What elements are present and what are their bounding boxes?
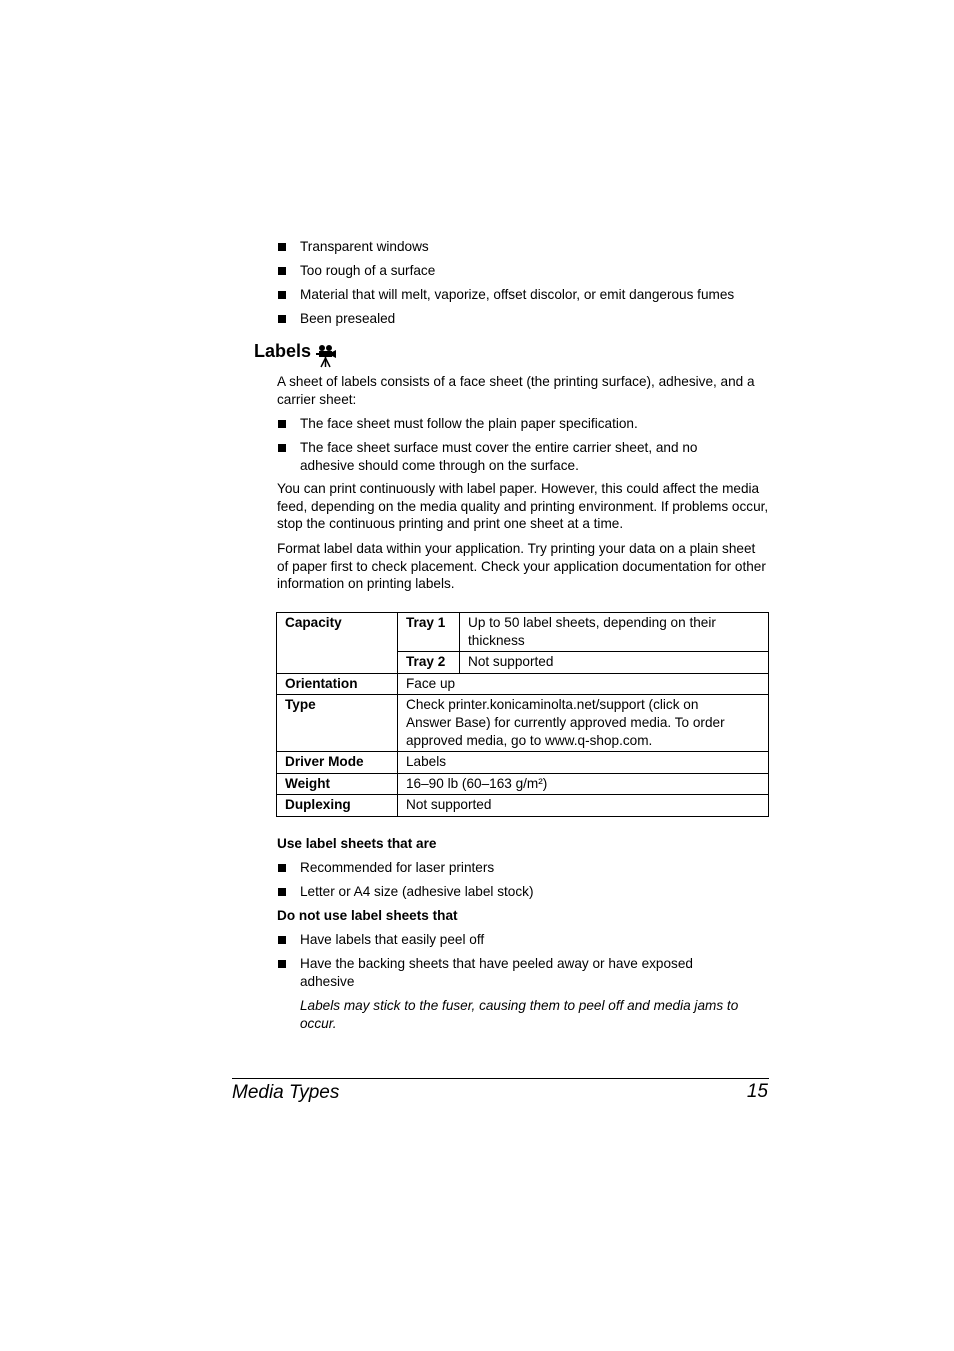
do-not-use-heading: Do not use label sheets that (277, 908, 458, 923)
footer-divider (232, 1078, 769, 1079)
intro-paragraph: A sheet of labels consists of a face sheet (the printing surface), adhesive, and a carrier sheet: (277, 374, 755, 407)
type-label: Type (277, 695, 398, 752)
list-item: Recommended for laser printers (277, 859, 772, 877)
unsuitable-media-list (277, 238, 772, 334)
do-not-use-list (277, 931, 772, 997)
duplexing-value: Not supported (398, 795, 769, 817)
use-label-list (277, 859, 772, 907)
square-bullet-icon (278, 444, 286, 452)
square-bullet-icon (278, 267, 286, 275)
weight-label: Weight (277, 773, 398, 795)
square-bullet-icon (278, 864, 286, 872)
continuous-print-paragraph: You can print continuously with label paper. However, this could affect the media feed, depending on the media quality and printing environment. If problems occur, stop the continuous printing and print one sheet at a time. (277, 481, 769, 532)
orientation-label: Orientation (277, 673, 398, 695)
tray2-label: Tray 2 (398, 652, 460, 674)
table-row (277, 773, 769, 795)
section-heading (254, 340, 336, 368)
table-row (277, 795, 769, 817)
use-label-heading: Use label sheets that are (277, 836, 437, 851)
list-item: Too rough of a surface (277, 262, 772, 280)
table-row (277, 752, 769, 774)
duplexing-label: Duplexing (277, 795, 398, 817)
list-item: The face sheet surface must cover the entire carrier sheet, and no adhesive should come through on the surface. (277, 439, 772, 474)
orientation-value: Face up (398, 673, 769, 695)
tray2-value: Not supported (460, 652, 769, 674)
square-bullet-icon (278, 291, 286, 299)
fuser-note: Labels may stick to the fuser, causing them to peel off and media jams to occur. (300, 998, 739, 1031)
square-bullet-icon (278, 960, 286, 968)
table-row (277, 695, 769, 752)
square-bullet-icon (278, 936, 286, 944)
list-item: The face sheet must follow the plain paper specification. (277, 415, 772, 433)
camera-tripod-icon (316, 344, 336, 368)
square-bullet-icon (278, 243, 286, 251)
driver-mode-value: Labels (398, 752, 769, 774)
label-spec-table (276, 612, 769, 817)
weight-value: 16–90 lb (60–163 g/m²) (398, 773, 769, 795)
tray1-label: Tray 1 (398, 613, 460, 652)
face-sheet-list (277, 415, 772, 481)
list-item: Have labels that easily peel off (277, 931, 772, 949)
list-item: Have the backing sheets that have peeled away or have exposed adhesive (277, 955, 772, 990)
list-item: Transparent windows (277, 238, 772, 256)
format-label-paragraph: Format label data within your application. Try printing your data on a plain sheet of paper first to check placement. Check your application documentation for other information on printing labels. (277, 541, 766, 592)
driver-mode-label: Driver Mode (277, 752, 398, 774)
list-item: Letter or A4 size (adhesive label stock) (277, 883, 772, 901)
section-title: Labels (254, 341, 312, 361)
table-row (277, 613, 769, 652)
capacity-label: Capacity (277, 613, 398, 674)
list-item: Material that will melt, vaporize, offset discolor, or emit dangerous fumes (277, 286, 772, 304)
tray1-value: Up to 50 label sheets, depending on their thickness (460, 613, 769, 652)
page-number: 15 (746, 1081, 768, 1102)
type-value: Check printer.konicaminolta.net/support (click on Answer Base) for currently approved media. To order approved media, go to www.q-shop.com. (398, 695, 769, 752)
square-bullet-icon (278, 888, 286, 896)
square-bullet-icon (278, 315, 286, 323)
footer-section-title: Media Types (232, 1082, 340, 1103)
table-row (277, 673, 769, 695)
list-item: Been presealed (277, 310, 772, 328)
square-bullet-icon (278, 420, 286, 428)
